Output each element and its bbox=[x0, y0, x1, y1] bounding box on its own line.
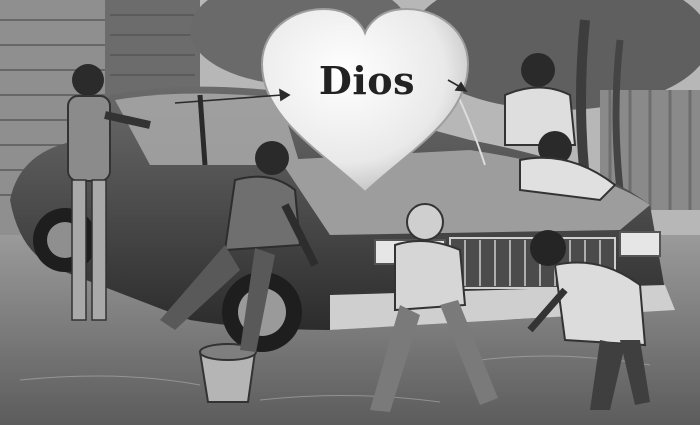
heart-label-text: Dios bbox=[318, 58, 416, 103]
bucket bbox=[200, 344, 256, 402]
